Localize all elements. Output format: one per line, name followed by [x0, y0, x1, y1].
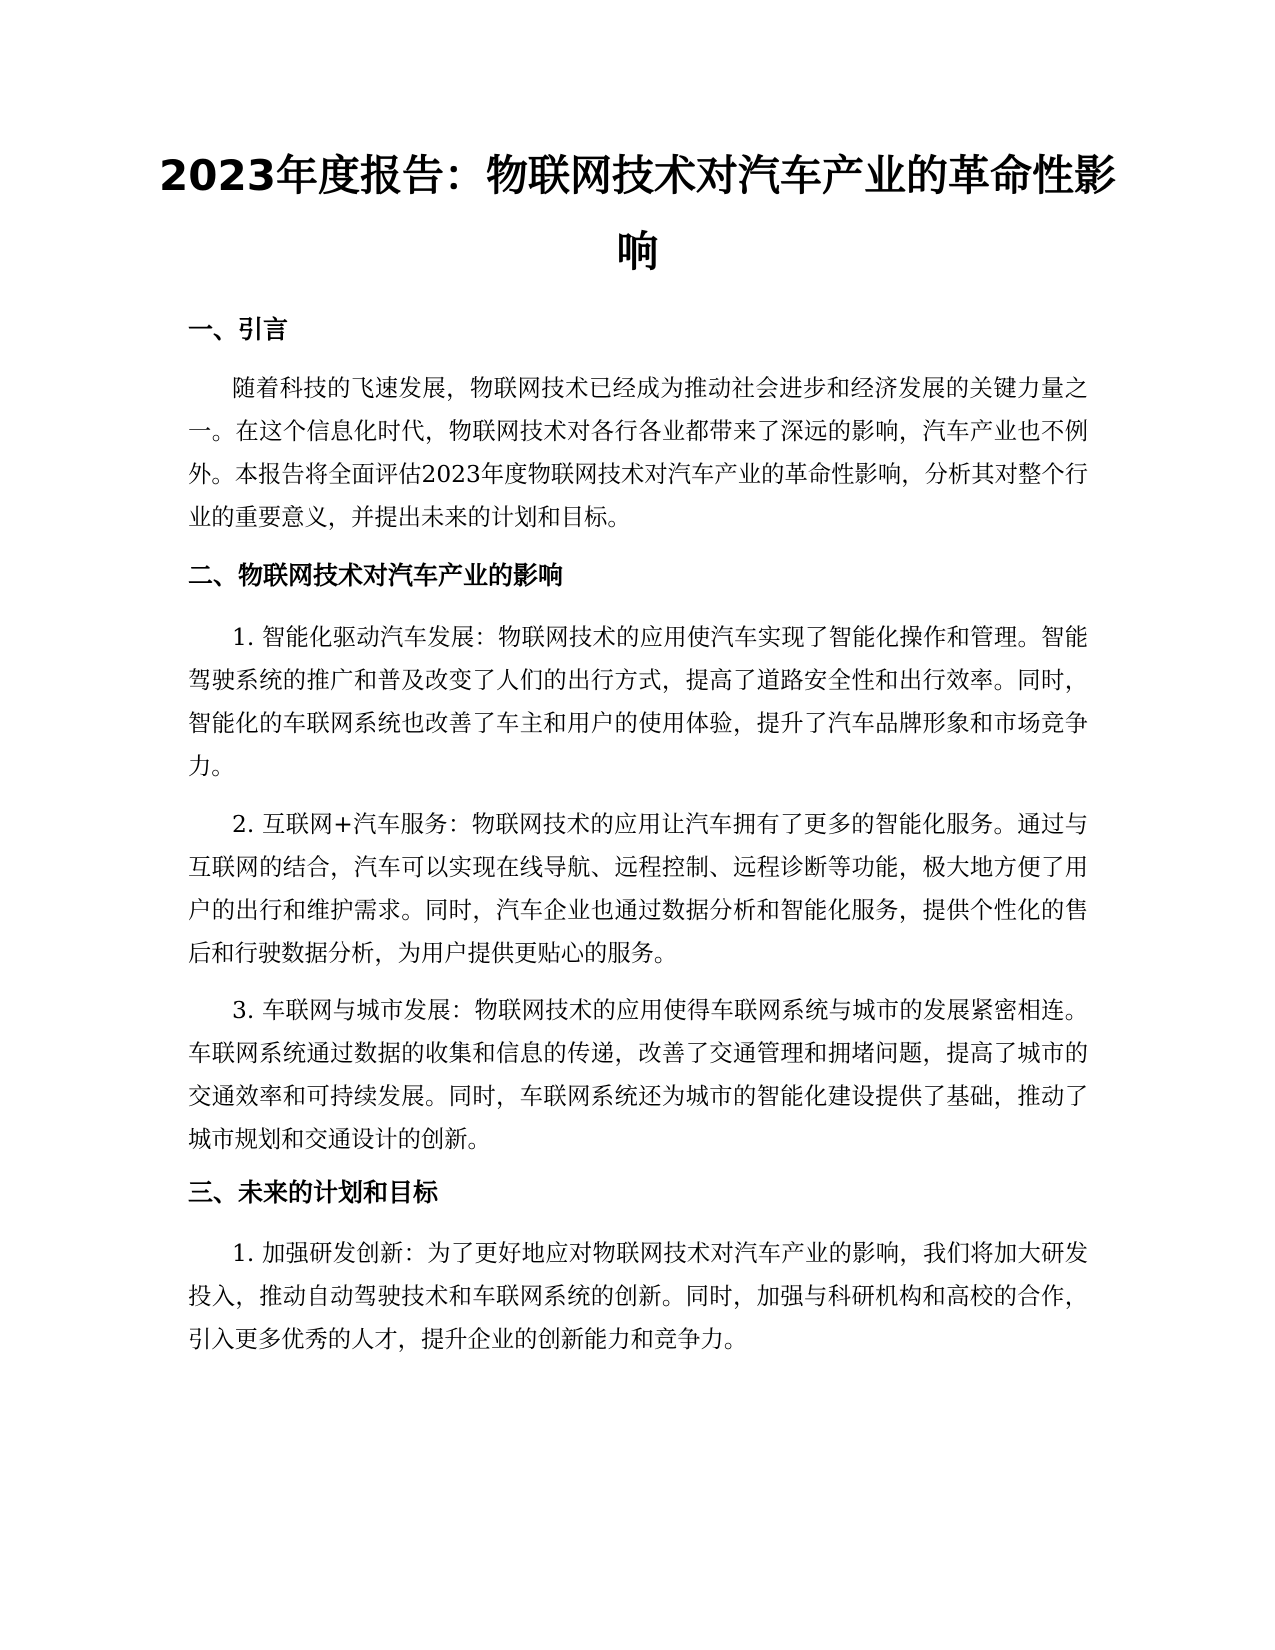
paragraph-impact-1: 1. 智能化驱动汽车发展：物联网技术的应用使汽车实现了智能化操作和管理。智能驾驶系统的推广和普及改变了人们的出行方式，提高了道路安全性和出行效率。同时，智能化的车联网系统也改善了车主和用户的使用体验，提升了汽车品牌形象和市场竞争力。	[188, 624, 1088, 780]
section-heading-future-plans: 三、未来的计划和目标	[188, 1178, 439, 1207]
page-title: 2023年度报告：物联网技术对汽车产业的革命性影响	[159, 151, 1116, 276]
paragraph-future-plans-1: 1. 加强研发创新：为了更好地应对物联网技术对汽车产业的影响，我们将加大研发投入，推动自动驾驶技术和车联网系统的创新。同时，加强与科研机构和高校的合作，引入更多优秀的人才，提升企业的创新能力和竞争力。	[188, 1240, 1088, 1353]
paragraph-impact-3: 3. 车联网与城市发展：物联网技术的应用使得车联网系统与城市的发展紧密相连。车联网系统通过数据的收集和信息的传递，改善了交通管理和拥堵问题，提高了城市的交通效率和可持续发展。同时，车联网系统还为城市的智能化建设提供了基础，推动了城市规划和交通设计的创新。	[188, 997, 1088, 1153]
section-heading-impact: 二、物联网技术对汽车产业的影响	[188, 561, 564, 590]
paragraph-introduction: 随着科技的飞速发展，物联网技术已经成为推动社会进步和经济发展的关键力量之一。在这个信息化时代，物联网技术对各行各业都带来了深远的影响，汽车产业也不例外。本报告将全面评估2023年度物联网技术对汽车产业的革命性影响，分析其对整个行业的重要意义，并提出未来的计划和目标。	[188, 375, 1088, 531]
section-heading-introduction: 一、引言	[188, 315, 289, 344]
paragraph-impact-2: 2. 互联网+汽车服务：物联网技术的应用让汽车拥有了更多的智能化服务。通过与互联网的结合，汽车可以实现在线导航、远程控制、远程诊断等功能，极大地方便了用户的出行和维护需求。同时，汽车企业也通过数据分析和智能化服务，提供个性化的售后和行驶数据分析，为用户提供更贴心的服务。	[188, 811, 1088, 967]
